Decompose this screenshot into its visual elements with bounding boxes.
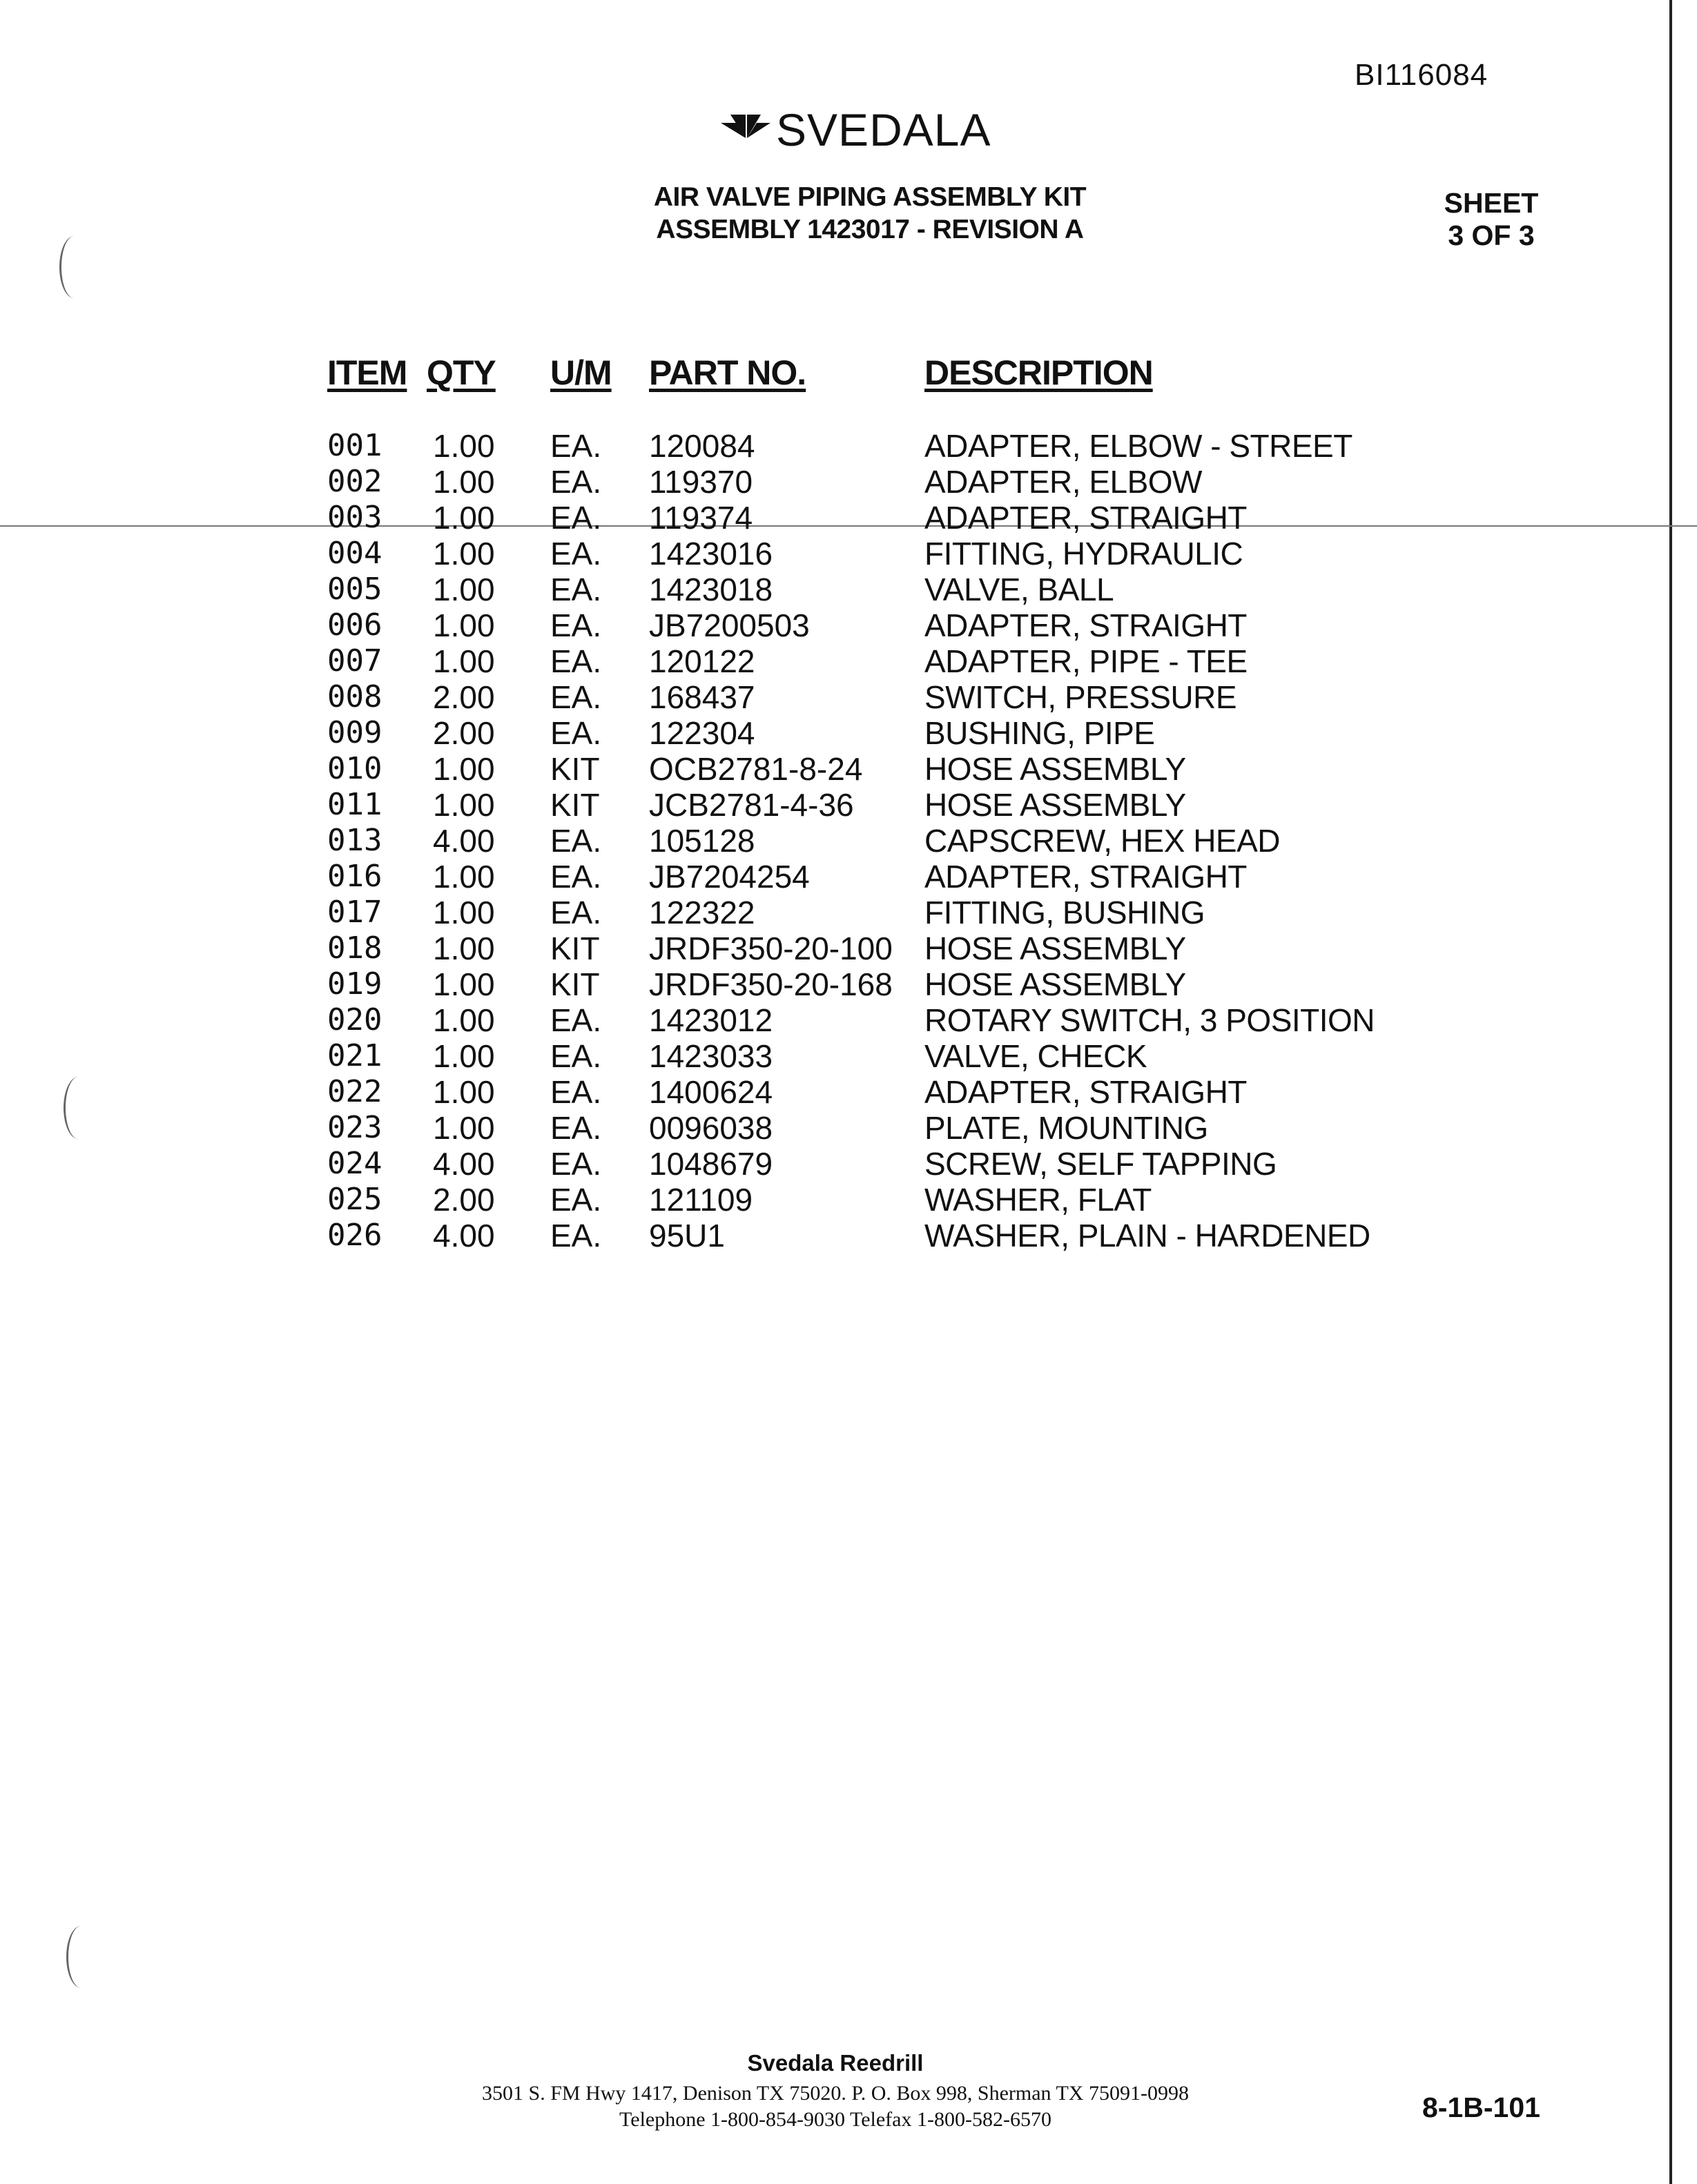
svedala-logo-icon: [718, 108, 773, 153]
row-unit-of-measure: KIT: [550, 966, 600, 1002]
row-description: WASHER, PLAIN - HARDENED: [924, 1218, 1370, 1254]
footer-company: Svedala Reedrill: [747, 2050, 924, 2076]
row-part-number: 119374: [649, 500, 753, 536]
parts-table: [0, 428, 1697, 1254]
row-part-number: JB7204254: [649, 859, 810, 895]
row-quantity: 1.00: [433, 643, 495, 679]
table-row: [0, 1074, 1697, 1110]
row-description: WASHER, FLAT: [924, 1182, 1152, 1218]
table-row: [0, 823, 1697, 859]
row-description: CAPSCREW, HEX HEAD: [924, 823, 1280, 859]
row-unit-of-measure: EA.: [550, 895, 602, 930]
row-part-number: JRDF350-20-100: [649, 930, 893, 966]
row-description: ADAPTER, STRAIGHT: [924, 1074, 1247, 1110]
row-part-number: 95U1: [649, 1218, 725, 1254]
row-item-number: 008: [327, 679, 382, 714]
row-description: SCREW, SELF TAPPING: [924, 1146, 1277, 1182]
row-item-number: 006: [327, 607, 382, 643]
row-unit-of-measure: KIT: [550, 787, 600, 823]
row-quantity: 1.00: [433, 464, 495, 500]
row-part-number: 119370: [649, 464, 753, 500]
row-unit-of-measure: EA.: [550, 1038, 602, 1074]
footer-phones: Telephone 1-800-854-9030 Telefax 1-800-582-6570: [619, 2108, 1051, 2131]
row-unit-of-measure: EA.: [550, 607, 602, 643]
row-description: VALVE, CHECK: [924, 1038, 1147, 1074]
row-item-number: 010: [327, 751, 382, 786]
column-header-um: U/M: [550, 353, 612, 392]
row-part-number: 1423018: [649, 572, 773, 607]
table-row: [0, 536, 1697, 572]
row-unit-of-measure: EA.: [550, 1074, 602, 1110]
table-row: [0, 679, 1697, 715]
row-quantity: 1.00: [433, 428, 495, 464]
row-item-number: 024: [327, 1146, 382, 1181]
row-unit-of-measure: EA.: [550, 859, 602, 895]
row-unit-of-measure: EA.: [550, 1218, 602, 1254]
row-description: SWITCH, PRESSURE: [924, 679, 1237, 715]
row-unit-of-measure: EA.: [550, 500, 602, 536]
row-quantity: 1.00: [433, 966, 495, 1002]
table-row: [0, 1110, 1697, 1146]
row-quantity: 1.00: [433, 930, 495, 966]
row-quantity: 2.00: [433, 679, 495, 715]
row-description: HOSE ASSEMBLY: [924, 751, 1186, 787]
row-unit-of-measure: KIT: [550, 930, 600, 966]
row-unit-of-measure: EA.: [550, 536, 602, 572]
row-quantity: 1.00: [433, 1038, 495, 1074]
row-description: HOSE ASSEMBLY: [924, 787, 1186, 823]
table-row: [0, 572, 1697, 607]
column-header-part-no: PART NO.: [649, 353, 806, 392]
row-part-number: 122322: [649, 895, 755, 930]
row-description: ADAPTER, STRAIGHT: [924, 859, 1247, 895]
row-item-number: 016: [327, 859, 382, 894]
table-row: [0, 751, 1697, 787]
sheet-number: 3 OF 3: [1448, 220, 1535, 251]
row-description: FITTING, BUSHING: [924, 895, 1205, 930]
row-quantity: 4.00: [433, 823, 495, 859]
row-description: FITTING, HYDRAULIC: [924, 536, 1243, 572]
row-part-number: 120122: [649, 643, 755, 679]
table-row: [0, 643, 1697, 679]
punch-hole-mark: [59, 236, 89, 298]
row-quantity: 1.00: [433, 751, 495, 787]
row-unit-of-measure: EA.: [550, 679, 602, 715]
row-quantity: 1.00: [433, 1002, 495, 1038]
row-part-number: 168437: [649, 679, 755, 715]
row-quantity: 1.00: [433, 1110, 495, 1146]
row-quantity: 4.00: [433, 1146, 495, 1182]
column-header-description: DESCRIPTION: [924, 353, 1153, 392]
punch-hole-mark: [66, 1926, 96, 1988]
row-description: ADAPTER, STRAIGHT: [924, 607, 1247, 643]
row-description: VALVE, BALL: [924, 572, 1114, 607]
row-part-number: 0096038: [649, 1110, 773, 1146]
table-row: [0, 1038, 1697, 1074]
row-description: HOSE ASSEMBLY: [924, 966, 1186, 1002]
row-item-number: 011: [327, 787, 382, 822]
table-row: [0, 895, 1697, 930]
column-header-qty: QTY: [427, 353, 496, 392]
row-quantity: 1.00: [433, 500, 495, 536]
row-part-number: 120084: [649, 428, 755, 464]
table-row: [0, 607, 1697, 643]
row-unit-of-measure: EA.: [550, 823, 602, 859]
document-id: BI116084: [1355, 58, 1488, 92]
row-unit-of-measure: EA.: [550, 428, 602, 464]
row-item-number: 018: [327, 930, 382, 966]
row-quantity: 1.00: [433, 1074, 495, 1110]
row-part-number: 105128: [649, 823, 755, 859]
column-header-item: ITEM: [327, 353, 407, 392]
row-part-number: JCB2781-4-36: [649, 787, 854, 823]
row-unit-of-measure: EA.: [550, 464, 602, 500]
table-row: [0, 428, 1697, 464]
row-description: PLATE, MOUNTING: [924, 1110, 1208, 1146]
table-row: [0, 1146, 1697, 1182]
document-title: AIR VALVE PIPING ASSEMBLY KIT: [653, 182, 1087, 212]
row-part-number: OCB2781-8-24: [649, 751, 863, 787]
table-row: [0, 787, 1697, 823]
row-part-number: JB7200503: [649, 607, 810, 643]
row-item-number: 013: [327, 823, 382, 858]
row-quantity: 1.00: [433, 572, 495, 607]
row-unit-of-measure: EA.: [550, 643, 602, 679]
row-item-number: 004: [327, 536, 382, 571]
row-unit-of-measure: EA.: [550, 715, 602, 751]
footer-address: 3501 S. FM Hwy 1417, Denison TX 75020. P. O. Box 998, Sherman TX 75091-0998: [482, 2082, 1189, 2105]
row-item-number: 026: [327, 1218, 382, 1253]
table-row: [0, 1002, 1697, 1038]
table-row: [0, 1218, 1697, 1254]
row-part-number: 1423033: [649, 1038, 773, 1074]
row-quantity: 4.00: [433, 1218, 495, 1254]
row-description: HOSE ASSEMBLY: [924, 930, 1186, 966]
row-unit-of-measure: EA.: [550, 1146, 602, 1182]
row-item-number: 003: [327, 500, 382, 535]
row-item-number: 017: [327, 895, 382, 930]
row-description: ROTARY SWITCH, 3 POSITION: [924, 1002, 1375, 1038]
row-item-number: 019: [327, 966, 382, 1002]
company-logo: [718, 104, 991, 156]
logo-wordmark: SVEDALA: [776, 104, 991, 155]
row-item-number: 002: [327, 464, 382, 499]
row-item-number: 001: [327, 428, 382, 463]
row-item-number: 005: [327, 572, 382, 607]
row-quantity: 1.00: [433, 895, 495, 930]
row-item-number: 020: [327, 1002, 382, 1037]
table-row: [0, 715, 1697, 751]
page-code: 8-1B-101: [1422, 2092, 1540, 2123]
row-part-number: 1423016: [649, 536, 773, 572]
row-item-number: 021: [327, 1038, 382, 1073]
table-row: [0, 500, 1697, 536]
sheet-label: SHEET: [1444, 187, 1539, 219]
document-subtitle: ASSEMBLY 1423017 - REVISION A: [656, 215, 1084, 244]
row-description: BUSHING, PIPE: [924, 715, 1155, 751]
row-part-number: 121109: [649, 1182, 753, 1218]
row-unit-of-measure: EA.: [550, 1002, 602, 1038]
row-description: ADAPTER, STRAIGHT: [924, 500, 1247, 536]
row-description: ADAPTER, ELBOW - STREET: [924, 428, 1352, 464]
row-item-number: 009: [327, 715, 382, 750]
table-row: [0, 464, 1697, 500]
table-row: [0, 966, 1697, 1002]
table-row: [0, 859, 1697, 895]
row-part-number: 122304: [649, 715, 755, 751]
row-item-number: 025: [327, 1182, 382, 1217]
row-unit-of-measure: KIT: [550, 751, 600, 787]
row-description: ADAPTER, ELBOW: [924, 464, 1202, 500]
table-row: [0, 930, 1697, 966]
table-row: [0, 1182, 1697, 1218]
row-item-number: 023: [327, 1110, 382, 1145]
row-quantity: 1.00: [433, 859, 495, 895]
row-item-number: 022: [327, 1074, 382, 1109]
row-quantity: 2.00: [433, 1182, 495, 1218]
row-description: ADAPTER, PIPE - TEE: [924, 643, 1248, 679]
row-unit-of-measure: EA.: [550, 1182, 602, 1218]
row-quantity: 1.00: [433, 607, 495, 643]
row-part-number: 1048679: [649, 1146, 773, 1182]
row-unit-of-measure: EA.: [550, 572, 602, 607]
row-quantity: 2.00: [433, 715, 495, 751]
row-part-number: 1400624: [649, 1074, 773, 1110]
row-quantity: 1.00: [433, 536, 495, 572]
row-unit-of-measure: EA.: [550, 1110, 602, 1146]
row-quantity: 1.00: [433, 787, 495, 823]
row-part-number: JRDF350-20-168: [649, 966, 893, 1002]
row-item-number: 007: [327, 643, 382, 679]
row-part-number: 1423012: [649, 1002, 773, 1038]
